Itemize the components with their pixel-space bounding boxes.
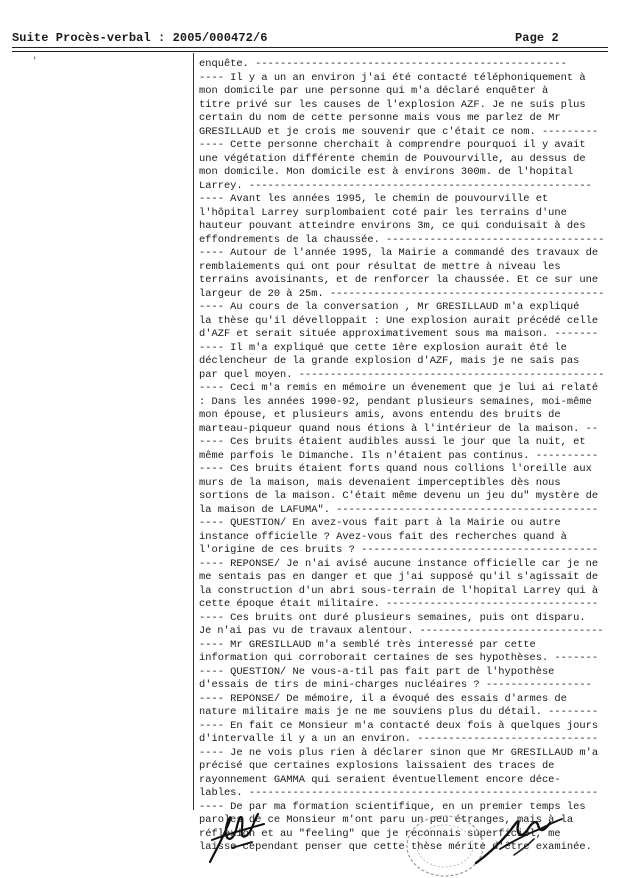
statement-line: titre privé sur les causes de l'explosion AZF. Je ne suis plus	[199, 98, 586, 111]
statement-line: information qui corroborait certaines de ses hypothèses. -------	[199, 652, 599, 664]
statement-line: largeur de 20 à 25m. --------------------------------------------	[199, 287, 605, 300]
statement-line: Je n'ai pas vu de travaux alentour. ------------------------------	[199, 625, 604, 637]
statement-line: la thèse qu'il dévelloppait : Une explosion aurait précédé celle	[199, 314, 599, 327]
margin-mark: '	[32, 56, 38, 66]
header-rule-top	[12, 47, 608, 48]
statement-line: instance officielle ? Avez-vous fait des recherches quand à	[199, 530, 567, 543]
statement-line: ---- REPONSE/ Je n'ai avisé aucune instance officielle car je ne	[199, 557, 599, 570]
statement-line: terrains avoisinants, et de renforcer la chaussée. Et ce sur une	[199, 274, 599, 286]
signature-right	[470, 805, 570, 871]
statement-line: lables. --------------------------------------------------------	[199, 787, 599, 799]
statement-line: la maison de LAFUMA". ------------------------------------------	[199, 503, 599, 516]
statement-line: ---- Avant les années 1995, le chemin de pouvourville et	[199, 193, 549, 205]
statement-line: ---- Autour de l'année 1995, la Mairie a commandé des travaux de	[199, 247, 599, 259]
statement-line: mon domicile. Mon domicile est à environs 300m. de l'hopital	[199, 166, 574, 178]
header-rule-bottom	[12, 51, 608, 52]
statement-line: certain du nom de cette personne mais vous me parlez de Mr	[199, 112, 561, 124]
statement-line: une végétation différente chemin de Pouvourville, au dessus de	[199, 152, 586, 165]
statement-line: remblaiements qui ont pour résultat de mettre à niveau les	[199, 260, 561, 273]
statement-line: ---- Il y a un an environ j'ai été contacté téléphoniquement à	[199, 71, 586, 84]
statement-line: effondrements de la chaussée. -----------------------------------	[199, 233, 605, 246]
statement-line: d'intervalle il y a un an environ. -----------------------------	[199, 733, 599, 745]
statement-line: ---- En fait ce Monsieur m'a contacté deux fois à quelques jours	[199, 719, 599, 732]
statement-line: ---- QUESTION/ Ne vous-a-til pas fait part de l'hypothèse	[199, 665, 555, 678]
procès-verbal-reference: Suite Procès-verbal : 2005/000472/6	[12, 31, 268, 45]
signature-left	[202, 800, 272, 870]
statement-line: mon épouse, et plusieurs amis, avons entendu des bruits de	[199, 409, 561, 421]
statement-line: GRESILLAUD et je crois me souvenir que c'était ce nom. ---------	[199, 125, 599, 138]
statement-line: ---- Ces bruits ont duré plusieurs semaines, puis ont disparu.	[199, 611, 586, 624]
page-number: Page 2	[515, 31, 559, 45]
statement-line: ---- QUESTION/ En avez-vous fait part à la Mairie ou autre	[199, 517, 561, 529]
statement-line: déclencheur de la grande explosion d'AZF, mais je ne sais pas	[199, 355, 580, 367]
statement-line: ---- Il m'a expliqué que cette 1ère explosion aurait été le	[199, 341, 567, 354]
statement-line: la construction d'un abri sous-terrain de l'hopital Larrey qui à	[199, 584, 599, 597]
statement-line: l'origine de ces bruits ? --------------------------------------	[199, 544, 599, 556]
statement-line: ---- Au cours de la conversation , Mr GRESILLAUD m'a expliqué	[199, 301, 580, 313]
margin-line	[193, 53, 194, 810]
statement-line: laisse cependant penser que cette thèse mérite d'être examinée.	[199, 841, 592, 853]
statement-body	[199, 58, 604, 855]
statement-line: ---- Ces bruits étaient forts quand nous collions l'oreille aux	[199, 463, 592, 475]
statement-line: paroles de ce Monsieur m'ont paru un peu étranges, mais à la	[199, 814, 574, 826]
statement-line: Larrey. -------------------------------------------------------	[199, 179, 592, 192]
statement-line: par quel moyen. -------------------------------------------------	[199, 368, 605, 381]
statement-line: précisé que certaines explosions laissaient des traces de	[199, 760, 555, 772]
statement-line: l'hôpital Larrey surplombaient coté pair les terrains d'une	[199, 206, 567, 219]
statement-line: ---- REPONSE/ De mémoire, il a évoqué des essais d'armes de	[199, 692, 567, 705]
statement-line: : Dans les années 1990-92, pendant plusieurs semaines, moi-même	[199, 395, 592, 408]
statement-line: marteau-piqueur quand nous étions à l'intérieur de la maison. --	[199, 422, 599, 435]
statement-line: ---- Cette personne cherchait à comprendre pourquoi il y avait	[199, 139, 586, 151]
statement-line: cette époque était militaire. ----------------------------------	[199, 598, 599, 610]
statement-line: ---- Mr GRESILLAUD m'a semblé très interessé par cette	[199, 638, 536, 651]
statement-line: nature militaire mais je ne me souviens plus du détail. --------	[199, 706, 599, 718]
statement-line: d'essais de tirs de mini-charges nucléaires ? -----------------	[199, 679, 592, 691]
statement-line: ---- Je ne vois plus rien à déclarer sinon que Mr GRESILLAUD m'a	[199, 746, 599, 759]
statement-line: me sentais pas en danger et que j'ai supposé qu'il s'agissait de	[199, 571, 599, 583]
statement-line: réflexion et au "feeling" que je reconnais superficiel, me	[199, 827, 561, 840]
statement-line: ---- Ceci m'a remis en mémoire un évenement que je lui ai relaté	[199, 382, 599, 394]
statement-line: ---- Ces bruits étaient audibles aussi le jour que la nuit, et	[199, 436, 586, 448]
statement-line: même parfois le Dimanche. Ils n'étaient pas continus. ----------	[199, 449, 599, 462]
statement-line: hauteur pouvant atteindre environs 3m, ce qui conduisait à des	[199, 220, 586, 232]
statement-line: d'AZF et serait située approximativement sous ma maison. -------	[199, 328, 599, 340]
statement-line: sortions de la maison. C'était même devenu un jeu du" mystère de	[199, 490, 599, 502]
statement-line: enquête. --------------------------------------------------	[199, 58, 567, 70]
page-header	[12, 31, 608, 51]
statement-line: ---- De par ma formation scientifique, en un premier temps les	[199, 800, 586, 813]
statement-line: murs de la maison, mais devenaient imperceptibles dès nous	[199, 476, 561, 489]
statement-line: mon domicile par une personne qui m'a déclaré enquêter à	[199, 85, 549, 97]
statement-line: rayonnement GAMMA qui seraient éventuellement encore déce-	[199, 773, 561, 786]
